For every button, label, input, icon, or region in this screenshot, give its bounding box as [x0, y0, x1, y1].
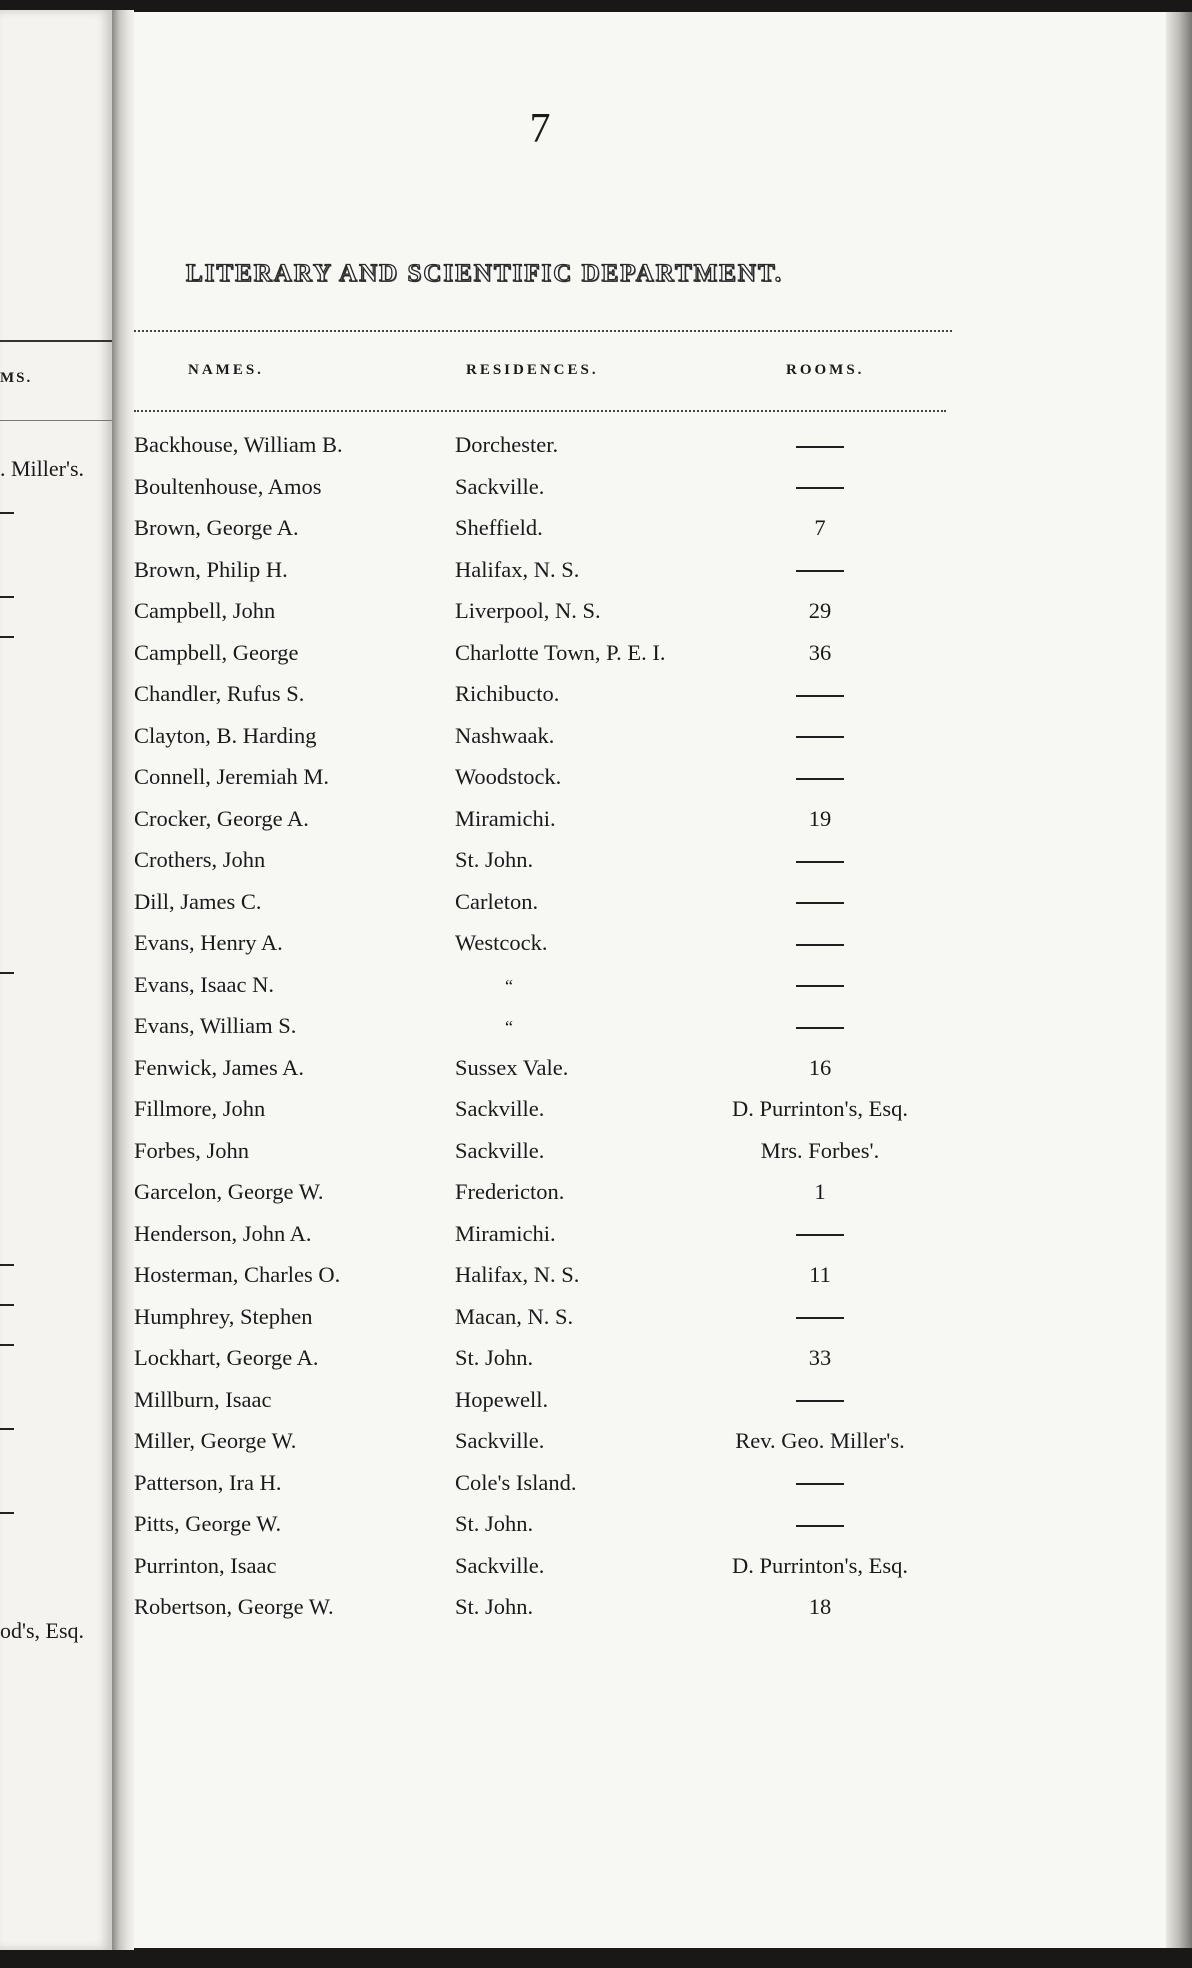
student-residence: Sussex Vale. [455, 1054, 569, 1080]
table-row [0, 1013, 1192, 1055]
table-row [0, 764, 1192, 806]
student-room [660, 1221, 980, 1247]
room-dash [796, 695, 844, 697]
left-page-header-fragment: MS. [0, 370, 33, 386]
room-dash [796, 1317, 844, 1319]
room-dash [796, 1525, 844, 1527]
table-row [0, 1470, 1192, 1512]
section-title: LITERARY AND SCIENTIFIC DEPARTMENT. [186, 260, 784, 287]
left-page-row-fragment-bottom: od's, Esq. [0, 1618, 85, 1643]
student-name: Crocker, George A. [134, 805, 309, 831]
student-name: Hosterman, Charles O. [134, 1262, 341, 1287]
table-row [0, 847, 1192, 889]
student-residence: Westcock. [455, 930, 548, 955]
table-row [0, 930, 1192, 972]
student-residence: St. John. [455, 1511, 534, 1536]
room-dash [796, 736, 844, 738]
student-name: Campbell, John [134, 598, 276, 623]
student-name: Boultenhouse, Amos [134, 473, 322, 499]
table-row [0, 1553, 1192, 1595]
table-row [0, 1096, 1192, 1138]
student-room [660, 889, 980, 915]
student-name: Purrinton, Isaac [134, 1552, 277, 1578]
student-room [660, 557, 980, 583]
student-room [660, 1470, 980, 1496]
student-room: Mrs. Forbes'. [760, 1137, 880, 1163]
student-name: Crothers, John [134, 847, 266, 872]
student-room [660, 474, 980, 500]
table-row [0, 598, 1192, 640]
table-row [0, 723, 1192, 765]
student-name: Robertson, George W. [134, 1594, 334, 1619]
student-residence: “ [505, 975, 513, 996]
student-residence: St. John. [455, 1345, 534, 1370]
table-header-rule [134, 410, 946, 412]
student-residence: Sackville. [455, 1137, 545, 1163]
student-residence: Sackville. [455, 1428, 545, 1453]
student-room [660, 723, 980, 749]
student-residence: Macan, N. S. [455, 1303, 574, 1329]
student-room [660, 1511, 980, 1537]
student-residence: St. John. [455, 1594, 534, 1619]
student-name: Dill, James C. [134, 888, 262, 914]
room-dash [796, 778, 844, 780]
student-residence: Charlotte Town, P. E. I. [455, 639, 666, 665]
student-room: Rev. Geo. Miller's. [735, 1428, 905, 1453]
room-dash [796, 861, 844, 863]
student-name: Brown, George A. [134, 515, 299, 540]
student-name: Evans, William S. [134, 1013, 297, 1038]
student-room: 16 [808, 1054, 832, 1080]
student-name: Henderson, John A. [134, 1220, 312, 1246]
student-name: Clayton, B. Harding [134, 722, 317, 748]
table-row [0, 474, 1192, 516]
student-residence: Woodstock. [455, 764, 562, 789]
student-name: Miller, George W. [134, 1428, 297, 1453]
table-row [0, 1594, 1192, 1636]
table-row [0, 1511, 1192, 1553]
scan-bottom-edge [0, 1950, 1192, 1968]
student-name: Millburn, Isaac [134, 1386, 272, 1412]
student-name: Backhouse, William B. [134, 432, 343, 457]
student-name: Lockhart, George A. [134, 1345, 319, 1370]
student-name: Campbell, George [134, 639, 299, 665]
student-residence: Dorchester. [455, 432, 559, 457]
student-name: Forbes, John [134, 1137, 250, 1163]
student-name: Garcelon, George W. [134, 1179, 324, 1204]
room-dash [796, 570, 844, 572]
student-room [660, 681, 980, 707]
student-residence: Sackville. [455, 1552, 545, 1578]
student-room: 29 [808, 598, 832, 623]
student-room: 33 [808, 1345, 832, 1370]
room-dash [796, 1400, 844, 1402]
student-name: Humphrey, Stephen [134, 1303, 313, 1329]
table-row [0, 806, 1192, 848]
left-page-rule-top [0, 340, 112, 342]
student-room: 36 [808, 639, 832, 665]
table-row [0, 1387, 1192, 1429]
student-room: 1 [814, 1179, 826, 1204]
student-name: Connell, Jeremiah M. [134, 764, 329, 789]
student-room [660, 930, 980, 956]
student-residence: Sackville. [455, 473, 545, 499]
room-dash [796, 985, 844, 987]
student-room [660, 432, 980, 458]
student-name: Fenwick, James A. [134, 1054, 304, 1080]
table-row [0, 1221, 1192, 1263]
student-residence: Hopewell. [455, 1386, 549, 1412]
student-room [660, 1387, 980, 1413]
room-dash [796, 902, 844, 904]
student-room: 19 [808, 805, 832, 831]
student-room [660, 764, 980, 790]
table-row [0, 1304, 1192, 1346]
student-residence: Sackville. [455, 1096, 545, 1121]
student-residence: Miramichi. [455, 805, 556, 831]
table-row [0, 889, 1192, 931]
student-name: Brown, Philip H. [134, 556, 288, 582]
table-row [0, 1138, 1192, 1180]
student-residence: St. John. [455, 847, 534, 872]
left-page-row-fragment-top: . Miller's. [0, 456, 85, 481]
room-dash [796, 944, 844, 946]
student-residence: Liverpool, N. S. [455, 598, 601, 623]
column-header-names: NAMES. [188, 362, 264, 378]
table-row [0, 640, 1192, 682]
student-residence: Halifax, N. S. [455, 1262, 580, 1287]
student-name: Pitts, George W. [134, 1511, 282, 1536]
page-number: 7 [529, 106, 551, 152]
student-name: Evans, Henry A. [134, 930, 283, 955]
student-name: Fillmore, John [134, 1096, 266, 1121]
student-room [660, 1013, 980, 1039]
room-dash [796, 1234, 844, 1236]
student-residence: Carleton. [455, 888, 539, 914]
table-row [0, 557, 1192, 599]
student-residence: Nashwaak. [455, 722, 555, 748]
table-row [0, 515, 1192, 557]
student-name: Evans, Isaac N. [134, 971, 274, 997]
column-header-residences: RESIDENCES. [466, 362, 599, 378]
room-dash [796, 1027, 844, 1029]
student-name: Patterson, Ira H. [134, 1469, 282, 1495]
table-row [0, 1179, 1192, 1221]
student-residence: Richibucto. [455, 681, 560, 706]
student-room: 11 [809, 1262, 831, 1287]
student-room [660, 1304, 980, 1330]
table-row [0, 1262, 1192, 1304]
student-room [660, 847, 980, 873]
table-row [0, 972, 1192, 1014]
room-dash [796, 446, 844, 448]
table-row [0, 1345, 1192, 1387]
student-room: D. Purrinton's, Esq. [732, 1552, 908, 1578]
column-header-rooms: ROOMS. [786, 362, 865, 378]
student-room [660, 972, 980, 998]
table-row [0, 681, 1192, 723]
student-residence: “ [505, 1017, 513, 1037]
student-residence: Miramichi. [455, 1220, 556, 1246]
table-top-rule [134, 330, 952, 332]
table-row [0, 1428, 1192, 1470]
student-room: 7 [814, 515, 826, 540]
student-residence: Halifax, N. S. [455, 556, 580, 582]
room-dash [796, 1483, 844, 1485]
left-page-rule-mid [0, 420, 112, 421]
student-room: D. Purrinton's, Esq. [732, 1096, 908, 1121]
student-residence: Sheffield. [455, 515, 543, 540]
table-row [0, 1055, 1192, 1097]
student-residence: Fredericton. [455, 1179, 565, 1204]
student-room: 18 [808, 1594, 832, 1619]
table-row [0, 432, 1192, 474]
student-residence: Cole's Island. [455, 1469, 577, 1495]
room-dash [796, 487, 844, 489]
student-name: Chandler, Rufus S. [134, 681, 305, 706]
